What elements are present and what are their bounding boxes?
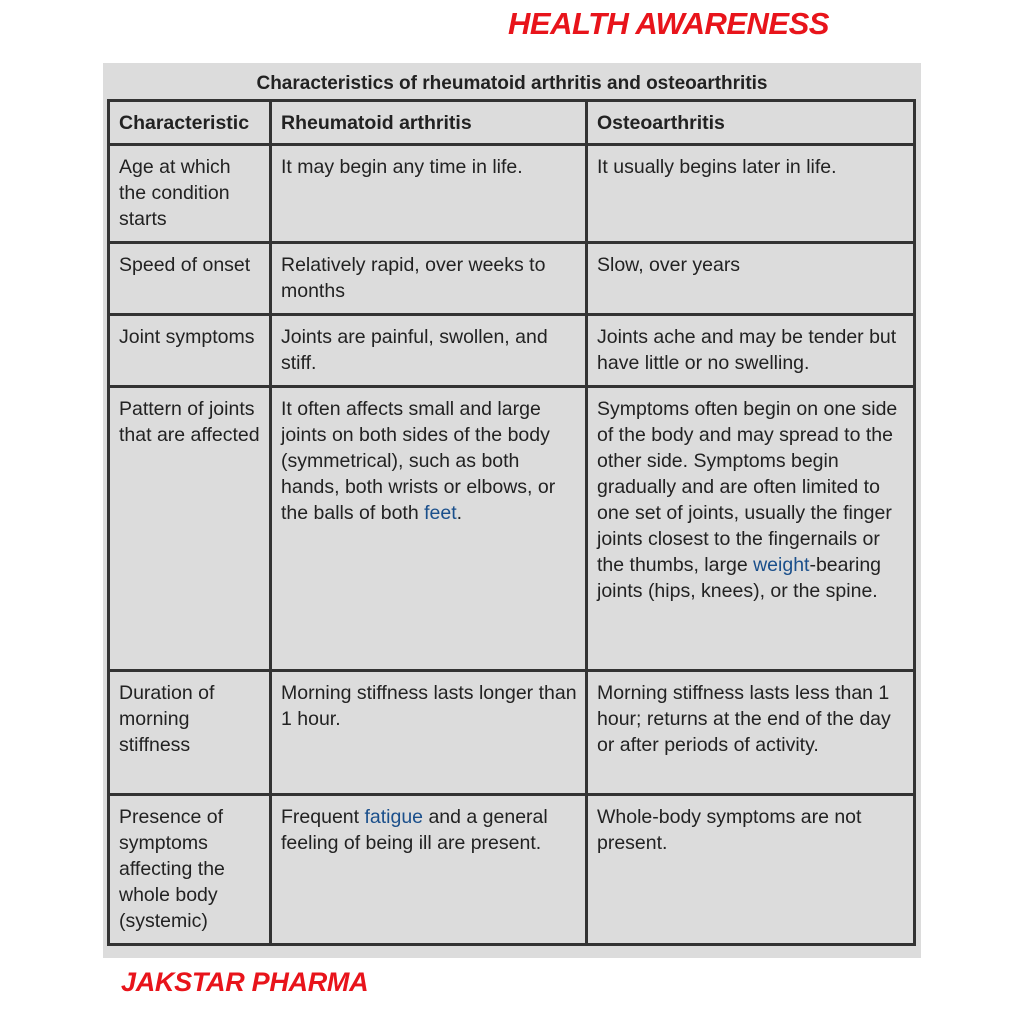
table-row [109,315,915,387]
oa-text: Symptoms often begin on one side of the body and may spread to the other side. Symptoms begin gradually and are often limited to one set of joints, usually the finger joints closest to the fingernails or the thumbs, large [597,398,898,576]
characteristic-cell: Duration of morning stiffness [109,671,271,795]
characteristic-cell: Age at which the condition starts [109,145,271,243]
characteristic-cell: Joint symptoms [109,315,271,387]
header-osteoarthritis: Osteoarthritis [587,101,915,145]
header-characteristic: Characteristic [109,101,271,145]
health-awareness-banner: HEALTH AWARENESS [508,6,829,41]
table-row [109,145,915,243]
ra-cell: Morning stiffness lasts longer than 1 hour. [271,671,587,795]
ra-text-end: . [456,502,463,524]
characteristic-cell: Pattern of joints that are affected [109,387,271,671]
table-row [109,671,915,795]
table-row [109,387,915,671]
oa-cell: It usually begins later in life. [587,145,915,243]
jakstar-pharma-footer: JAKSTAR PHARMA [121,967,369,997]
oa-cell: Whole-body symptoms are not present. [587,795,915,945]
characteristic-cell: Speed of onset [109,243,271,315]
oa-text-end: -bearing joints (hips, knees), or the spine. [597,554,882,602]
feet-link[interactable]: feet [424,502,457,524]
header-rheumatoid-arthritis: Rheumatoid arthritis [271,101,587,145]
table-caption: Characteristics of rheumatoid arthritis and osteoarthritis [256,73,768,94]
table-row [109,243,915,315]
ra-text-end: and a general feeling of being ill are present. [281,806,548,854]
comparison-table [107,99,916,946]
characteristic-cell: Presence of symptoms affecting the whole body (systemic) [109,795,271,945]
weight-link[interactable]: weight [753,554,810,576]
ra-text: Frequent [281,806,365,828]
oa-cell: Morning stiffness lasts less than 1 hour; returns at the end of the day or after periods of activity. [587,671,915,795]
ra-cell: It may begin any time in life. [271,145,587,243]
comparison-card [103,63,921,958]
fatigue-link[interactable]: fatigue [364,806,424,828]
oa-cell [587,387,915,671]
table-row [109,795,915,945]
ra-cell: Relatively rapid, over weeks to months [271,243,587,315]
oa-cell: Slow, over years [587,243,915,315]
ra-cell: Joints are painful, swollen, and stiff. [271,315,587,387]
ra-cell [271,795,587,945]
header-row [109,101,915,145]
ra-text: It often affects small and large joints on both sides of the body (symmetrical), such as both hands, both wrists or elbows, or the balls of both [281,398,556,524]
ra-cell [271,387,587,671]
oa-cell: Joints ache and may be tender but have little or no swelling. [587,315,915,387]
